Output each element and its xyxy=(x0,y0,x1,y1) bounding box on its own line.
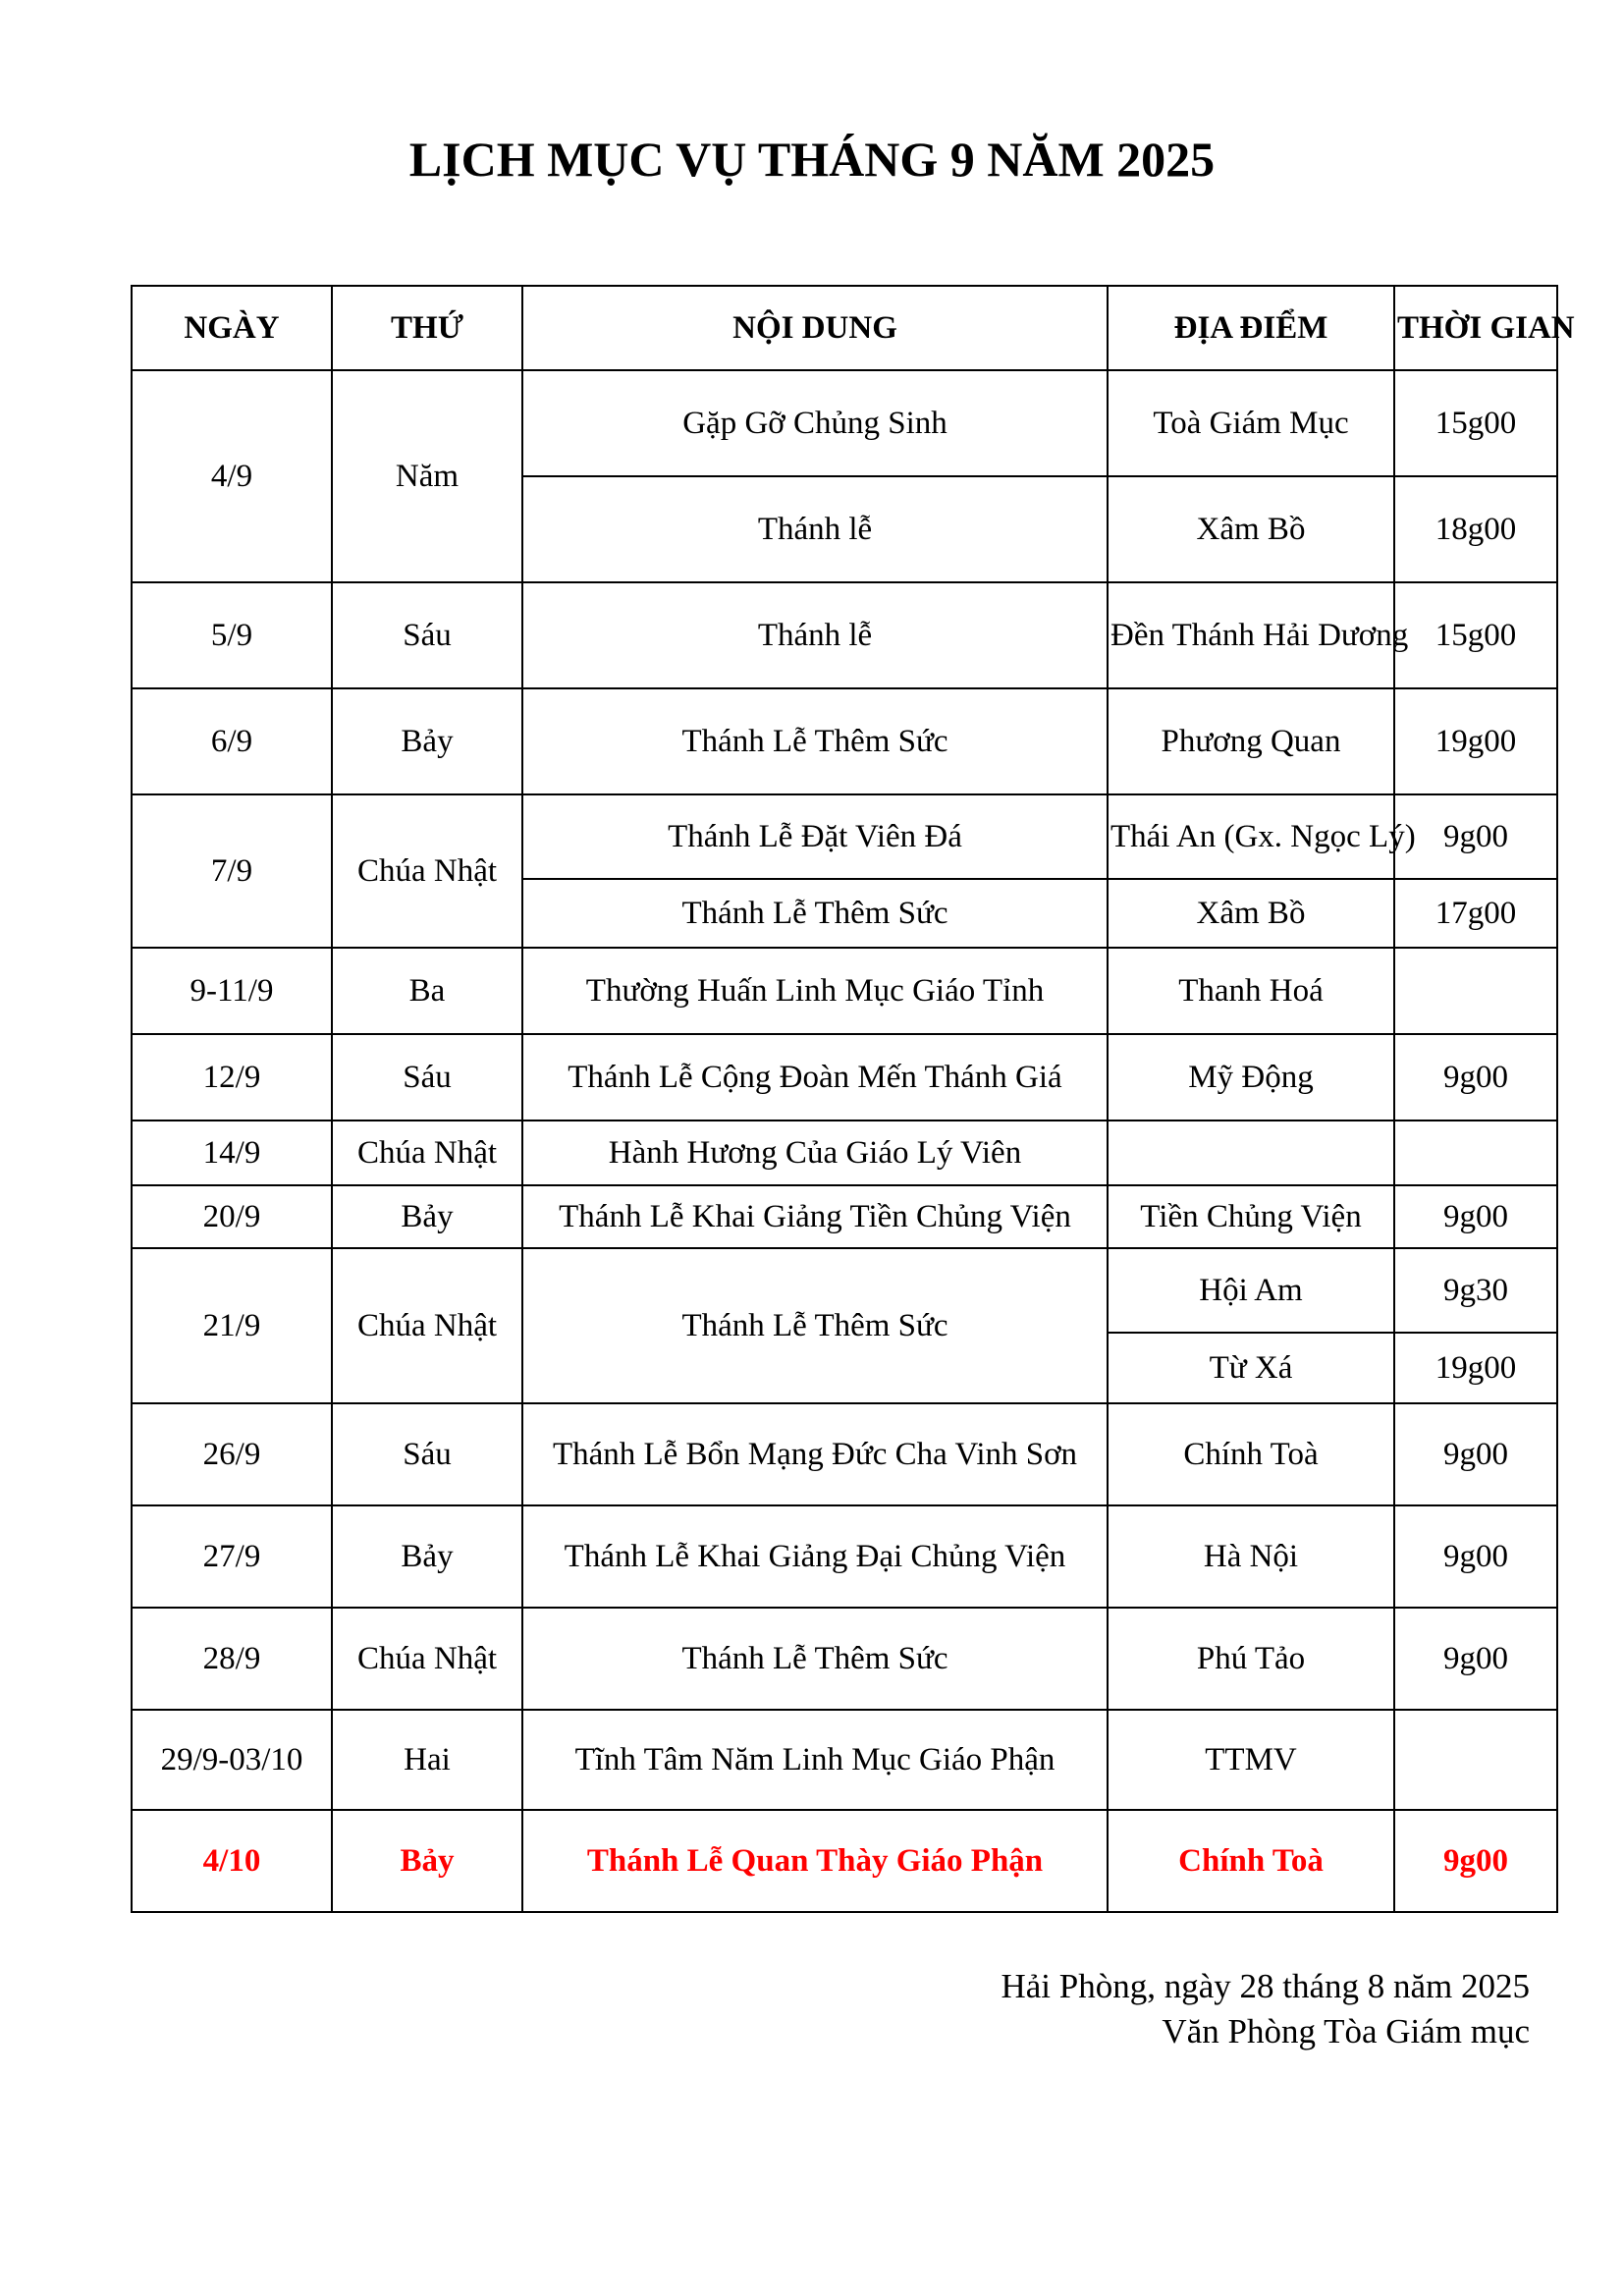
cell-weekday: Sáu xyxy=(332,1403,522,1505)
table-row xyxy=(132,582,1557,688)
cell-time: 19g00 xyxy=(1394,688,1557,794)
cell-content: Thánh Lễ Cộng Đoàn Mến Thánh Giá xyxy=(522,1034,1108,1121)
header-weekday: THỨ xyxy=(332,286,522,370)
table-row xyxy=(132,370,1557,476)
cell-location: Toà Giám Mục xyxy=(1108,370,1394,476)
cell-location: Phương Quan xyxy=(1108,688,1394,794)
cell-content: Gặp Gỡ Chủng Sinh xyxy=(522,370,1108,476)
cell-content: Thường Huấn Linh Mục Giáo Tỉnh xyxy=(522,948,1108,1034)
cell-time: 9g00 xyxy=(1394,1034,1557,1121)
cell-date: 29/9-03/10 xyxy=(132,1710,332,1810)
cell-weekday: Bảy xyxy=(332,1810,522,1912)
cell-date: 21/9 xyxy=(132,1248,332,1403)
cell-location: Thanh Hoá xyxy=(1108,948,1394,1034)
cell-time: 9g00 xyxy=(1394,1608,1557,1710)
signature-block xyxy=(1001,1964,1530,2054)
cell-content: Thánh Lễ Khai Giảng Đại Chủng Viện xyxy=(522,1505,1108,1608)
cell-weekday: Chúa Nhật xyxy=(332,1121,522,1185)
table-row xyxy=(132,1403,1557,1505)
table-row xyxy=(132,688,1557,794)
cell-date: 20/9 xyxy=(132,1185,332,1248)
cell-content: Thánh Lễ Thêm Sức xyxy=(522,879,1108,948)
cell-location: TTMV xyxy=(1108,1710,1394,1810)
cell-time: 18g00 xyxy=(1394,476,1557,582)
cell-time: 9g30 xyxy=(1394,1248,1557,1333)
cell-time: 9g00 xyxy=(1394,1810,1557,1912)
cell-content: Thánh lễ xyxy=(522,582,1108,688)
header-location: ĐỊA ĐIỂM xyxy=(1108,286,1394,370)
cell-location: Xâm Bồ xyxy=(1108,476,1394,582)
cell-location: Mỹ Động xyxy=(1108,1034,1394,1121)
cell-content: Thánh Lễ Thêm Sức xyxy=(522,1248,1108,1403)
cell-content: Thánh Lễ Khai Giảng Tiền Chủng Viện xyxy=(522,1185,1108,1248)
cell-time: 9g00 xyxy=(1394,1505,1557,1608)
cell-date: 9-11/9 xyxy=(132,948,332,1034)
cell-date: 28/9 xyxy=(132,1608,332,1710)
cell-weekday: Bảy xyxy=(332,1185,522,1248)
cell-content: Thánh lễ xyxy=(522,476,1108,582)
cell-content: Thánh Lễ Thêm Sức xyxy=(522,688,1108,794)
header-content: NỘI DUNG xyxy=(522,286,1108,370)
cell-date: 14/9 xyxy=(132,1121,332,1185)
table-row xyxy=(132,1608,1557,1710)
header-date: NGÀY xyxy=(132,286,332,370)
cell-weekday: Bảy xyxy=(332,688,522,794)
page-title: LỊCH MỤC VỤ THÁNG 9 NĂM 2025 xyxy=(408,132,1216,187)
table-row xyxy=(132,1248,1557,1333)
table-row xyxy=(132,1505,1557,1608)
cell-content: Thánh Lễ Đặt Viên Đá xyxy=(522,794,1108,879)
cell-date: 12/9 xyxy=(132,1034,332,1121)
cell-content: Thánh Lễ Quan Thày Giáo Phận xyxy=(522,1810,1108,1912)
cell-weekday: Chúa Nhật xyxy=(332,1608,522,1710)
cell-date: 7/9 xyxy=(132,794,332,948)
cell-time xyxy=(1394,948,1557,1034)
cell-date: 27/9 xyxy=(132,1505,332,1608)
place-date: Hải Phòng, ngày 28 tháng 8 năm 2025 xyxy=(1001,1967,1530,2005)
table-row xyxy=(132,1034,1557,1121)
cell-location: Hà Nội xyxy=(1108,1505,1394,1608)
cell-weekday: Ba xyxy=(332,948,522,1034)
cell-location: Xâm Bồ xyxy=(1108,879,1394,948)
cell-location: Chính Toà xyxy=(1108,1403,1394,1505)
cell-weekday: Bảy xyxy=(332,1505,522,1608)
table-row xyxy=(132,794,1557,879)
cell-location xyxy=(1108,1121,1394,1185)
cell-location: Thái An (Gx. Ngọc Lý) xyxy=(1108,794,1394,879)
cell-date: 26/9 xyxy=(132,1403,332,1505)
cell-time: 9g00 xyxy=(1394,1403,1557,1505)
cell-content: Hành Hương Của Giáo Lý Viên xyxy=(522,1121,1108,1185)
schedule-table xyxy=(131,285,1575,1913)
cell-time: 19g00 xyxy=(1394,1333,1557,1403)
cell-date: 4/9 xyxy=(132,370,332,582)
cell-location: Phú Tảo xyxy=(1108,1608,1394,1710)
cell-date: 6/9 xyxy=(132,688,332,794)
cell-location: Đền Thánh Hải Dương xyxy=(1108,582,1394,688)
table-row xyxy=(132,948,1557,1034)
table-row-highlighted xyxy=(132,1810,1557,1912)
cell-location: Tiền Chủng Viện xyxy=(1108,1185,1394,1248)
cell-time: 17g00 xyxy=(1394,879,1557,948)
cell-location: Hội Am xyxy=(1108,1248,1394,1333)
cell-time: 15g00 xyxy=(1394,370,1557,476)
cell-time: 15g00 xyxy=(1394,582,1557,688)
cell-date: 5/9 xyxy=(132,582,332,688)
table-row xyxy=(132,1710,1557,1810)
cell-weekday: Sáu xyxy=(332,1034,522,1121)
cell-location: Chính Toà xyxy=(1108,1810,1394,1912)
table-row xyxy=(132,1121,1557,1185)
cell-weekday: Hai xyxy=(332,1710,522,1810)
cell-weekday: Sáu xyxy=(332,582,522,688)
cell-location: Từ Xá xyxy=(1108,1333,1394,1403)
cell-time xyxy=(1394,1121,1557,1185)
cell-content: Thánh Lễ Bổn Mạng Đức Cha Vinh Sơn xyxy=(522,1403,1108,1505)
cell-time: 9g00 xyxy=(1394,794,1557,879)
cell-content: Thánh Lễ Thêm Sức xyxy=(522,1608,1108,1710)
issuing-office: Văn Phòng Tòa Giám mục xyxy=(1162,2012,1530,2050)
cell-time xyxy=(1394,1710,1557,1810)
cell-content: Tĩnh Tâm Năm Linh Mục Giáo Phận xyxy=(522,1710,1108,1810)
cell-time: 9g00 xyxy=(1394,1185,1557,1248)
cell-date: 4/10 xyxy=(132,1810,332,1912)
table-header-row xyxy=(132,286,1557,370)
cell-weekday: Chúa Nhật xyxy=(332,794,522,948)
table-row xyxy=(132,1185,1557,1248)
header-time: THỜI GIAN xyxy=(1394,286,1557,370)
cell-weekday: Năm xyxy=(332,370,522,582)
cell-weekday: Chúa Nhật xyxy=(332,1248,522,1403)
